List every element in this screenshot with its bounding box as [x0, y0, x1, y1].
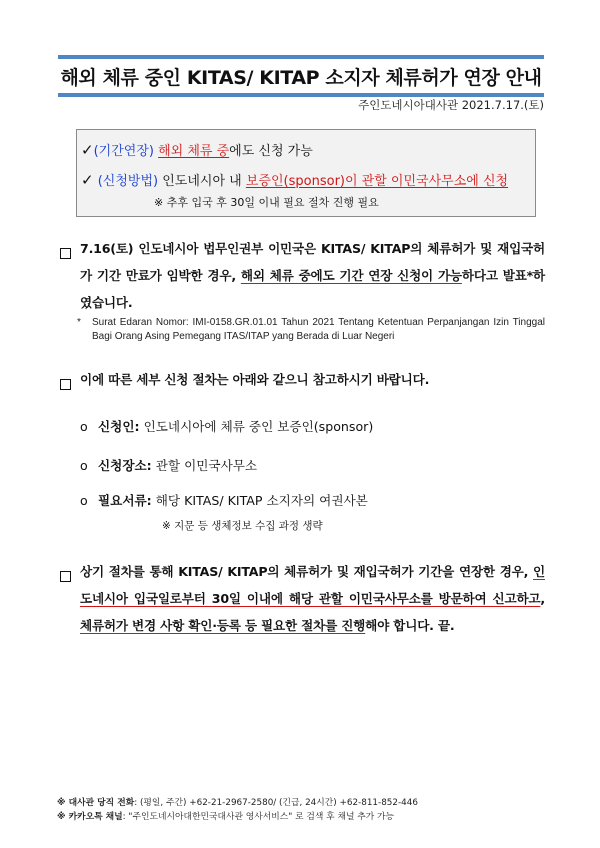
section3-paragraph	[80, 558, 545, 639]
section1-part3: 하다고 발표*하였습니다.	[80, 268, 545, 310]
section2-paragraph: 이에 따른 세부 신청 절차는 아래와 같으니 참고하시기 바랍니다.	[80, 372, 430, 387]
issuer-date: 주인도네시아대사관 2021.7.17.(토)	[358, 98, 544, 112]
footer-kakao-label: ※ 카카오톡 채널	[57, 812, 123, 822]
period-rest: 에도 신청 가능	[229, 144, 313, 159]
item-value: 해당 KITAS/ KITAP 소지자의 여권사본	[155, 493, 368, 508]
page-title: 해외 체류 중인 KITAS/ KITAP 소지자 체류허가 연장 안내	[60, 67, 542, 89]
footer-phone-label: ※ 대사관 당직 전화	[57, 798, 135, 808]
item-applicant	[80, 416, 373, 435]
section3-part3: ,	[540, 591, 545, 606]
section3-part5: 해야 합니다. 끝.	[365, 618, 455, 633]
section1-paragraph	[80, 235, 545, 316]
summary-box	[76, 129, 536, 217]
footnote	[77, 316, 545, 344]
square-bullet-icon	[60, 571, 71, 582]
check-icon: ✓	[81, 141, 94, 159]
footer-kakao	[57, 809, 394, 822]
title-top-rule	[58, 55, 544, 59]
footer-phone	[57, 795, 418, 808]
circle-bullet-icon: o	[80, 493, 88, 508]
section3-emphasis-1: 인도네시아 입국일로부터 30일 이내에 해당 관할 이민국사무소를 방문하여 신고하고	[80, 564, 545, 606]
summary-note: ※ 추후 입국 후 30일 이내 필요 절차 진행 필요	[154, 196, 379, 209]
item-label: 신청인:	[98, 419, 140, 434]
footer-phone-text: : (평일, 주간) +62-21-2967-2580/ (긴급, 24시간) +62-811-852-446	[134, 798, 418, 808]
method-pre: 인도네시아 내	[162, 174, 246, 189]
item-label: 필요서류:	[98, 493, 152, 508]
section3-part1: 상기 절차를 통해 KITAS/ KITAP의 체류허가 및 재입국허가 기간을 연장한 경우,	[80, 564, 534, 579]
method-tag: (신청방법)	[97, 174, 159, 189]
item-documents	[80, 490, 368, 509]
item-location	[80, 455, 257, 474]
biometric-note: ※ 지문 등 생체정보 수집 과정 생략	[162, 520, 323, 532]
item-value: 인도네시아에 체류 중인 보증인(sponsor)	[143, 419, 374, 434]
item-value: 관할 이민국사무소	[155, 458, 258, 473]
square-bullet-icon	[60, 379, 71, 390]
period-emphasis: 해외 체류 중	[158, 144, 230, 159]
method-emphasis: 보증인(sponsor)이 관할 이민국사무소에 신청	[245, 174, 509, 189]
check-icon: ✓	[81, 171, 94, 189]
item-label: 신청장소:	[98, 458, 152, 473]
summary-line-method	[81, 170, 508, 189]
section3-emphasis-2: 체류허가 변경 사항 확인·등록 등 필요한 절차를 진행	[80, 618, 366, 633]
circle-bullet-icon: o	[80, 458, 88, 473]
period-tag: (기간연장)	[93, 144, 154, 159]
summary-line-period	[81, 140, 313, 159]
footnote-text: Surat Edaran Nomor: IMI-0158.GR.01.01 Tahun 2021 Tentang Ketentuan Perpanjangan Izin Tinggal Bagi Orang Asing Pemegang ITAS/ITAP yang Berada di Luar Negeri	[92, 317, 545, 342]
circle-bullet-icon: o	[80, 419, 88, 434]
square-bullet-icon	[60, 248, 71, 259]
section1-emphasis: 해외 체류 중에도 기간 연장 신청이 가능	[240, 268, 462, 283]
footnote-marker: *	[77, 317, 81, 328]
footer-kakao-text: : "주인도네시아대한민국대사관 영사서비스" 로 검색 후 채널 추가 가능	[122, 812, 395, 822]
section1-part1: 7.16(토) 인도네시아 법무인권부 이민국은 KITAS/ KITAP의 체류허가 및 재입국허가 기간 만료가 임박한 경우,	[80, 241, 545, 283]
